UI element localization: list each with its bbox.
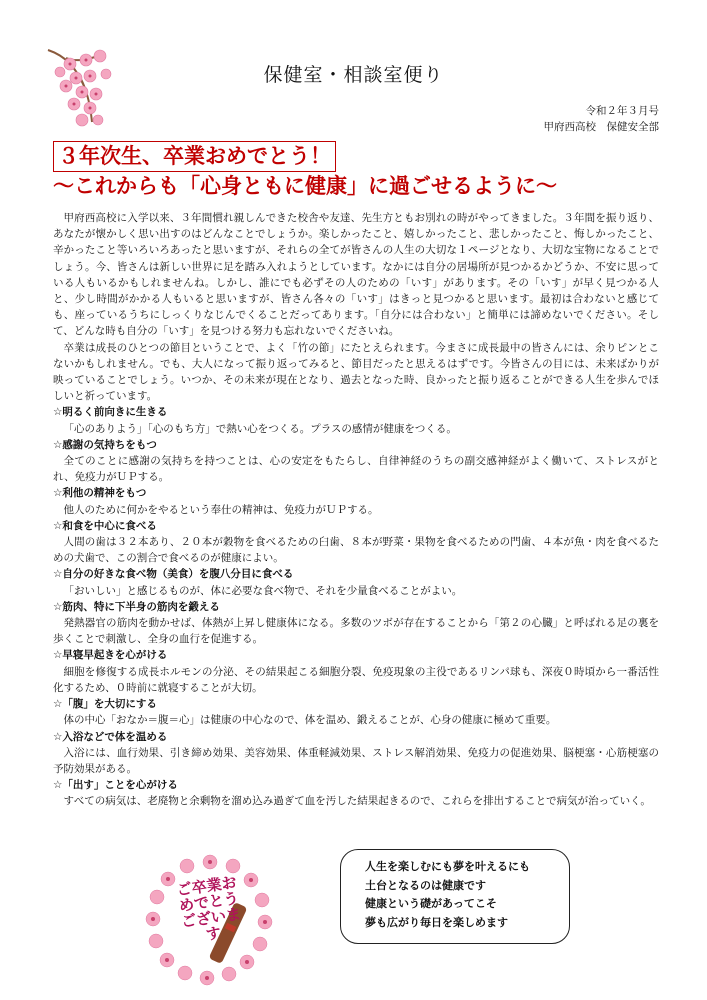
tip-heading: ☆「腹」を大切にする [53,698,157,711]
motto-line: 人生を楽しむにも夢を叶えるにも [365,860,530,873]
tip-body: 「心のありよう」「心のもち方」で熱い心をつくる。プラスの感情が健康をつくる。 [63,422,457,435]
tip-item [53,696,659,728]
tip-body: 体の中心「おなか＝腹＝心」は健康の中心なので、体を温め、鍛えることが、心身の健康に極めて重要。 [63,714,557,727]
tip-item [53,404,659,436]
issuer: 甲府西高校 保健安全部 [543,121,659,133]
tip-heading: ☆和食を中心に食べる [53,519,157,532]
issue-info [544,103,660,135]
tip-body: 細胞を修復する成長ホルモンの分泌、その結果起こる細胞分裂、免疫現象の主役であるリンパ球も、深夜０時頃から一番活性化するため、０時前に就寝することが大切。 [53,665,659,694]
tip-heading: ☆「出す」ことを心がける [53,779,178,792]
tip-body: すべての病気は、老廃物と余剰物を溜め込み過ぎて血を汚した結果起きるので、これらを排出することで病気が治っていく。 [63,795,651,808]
tip-body: 発熱器官の筋肉を動かせば、体熱が上昇し健康体になる。多数のツボが存在することから「第２の心臓」と呼ばれる足の裏を歩くことで刺激し、全身の血行を促進する。 [53,617,659,646]
tip-heading: ☆早寝早起きを心がける [53,649,168,662]
tip-item [53,518,659,567]
headline-line-1: ３年次生、卒業おめでとう！ [53,141,336,172]
tip-body: 他人のために何かをやるという奉仕の精神は、免疫力がＵＰする。 [63,503,379,516]
tip-heading: ☆感謝の気持ちをもつ [53,438,157,451]
headline [53,141,663,201]
article-body [53,210,659,810]
motto-box [340,849,570,944]
graduation-badge-text: ご卒業おめでとうございます [175,873,243,944]
tip-item [53,777,659,809]
tip-item [53,599,659,648]
tip-item [53,437,659,486]
tip-heading: ☆入浴などで体を温める [53,730,168,743]
tip-heading: ☆自分の好きな食べ物（美食）を腹八分目に食べる [53,568,294,581]
tip-heading: ☆利他の精神をもつ [53,487,147,500]
motto-line: 健康という礎があってこそ [365,897,497,910]
issue-date: 令和２年３月号 [585,105,659,117]
motto-line: 夢も広がり毎日を楽しめます [365,915,508,929]
headline-line-2: ～これからも「心身ともに健康」に過ごせるように～ [53,174,557,198]
tip-item [53,485,659,517]
tip-heading: ☆筋肉、特に下半身の筋肉を鍛える [53,600,220,613]
tip-heading: ☆明るく前向きに生きる [53,406,168,419]
tip-body: 人間の歯は３２本あり、２０本が穀物を食べるための臼歯、８本が野菜・果物を食べるための門歯、４本が魚・肉を食べるための犬歯で、この割合で食べるのが健康によい。 [53,536,659,565]
newsletter-title: 保健室・相談室便り [263,64,444,86]
tip-item [53,729,659,778]
motto-line: 土台となるのは健康です [365,878,486,892]
tip-item [53,566,659,598]
tip-item [53,647,659,696]
intro-paragraph-2: 卒業は成長のひとつの節目ということで、よく「竹の節」にたとえられます。今まさに成長最中の皆さんには、余りピンとこないかもしれません。でも、大人になって振り返ってみると、節目だったと思えるはずです。今皆さんの目には、未来ばかりが映っていることでしょう。いつか、その未来が現在となり、過去となった時、良かったと振り返ることができる人生を歩んでほしいと祈っています。 [53,341,659,403]
tip-body: 「おいしい」と感じるものが、体に必要な食べ物で、それを少量食べることがよい。 [63,584,463,597]
intro-paragraph-1: 甲府西高校に入学以来、３年間慣れ親しんできた校舎や友達、先生方ともお別れの時がやってきました。３年間を振り返り、あなたが懐かしく思い出すのはどんなことでしょうか。楽しかったこと、嬉しかったこと、悲しかったこと、悔しかったこと、辛かったこと等いろいろあったと思いますが、それらの全てが皆さんの人生の大切な１ページとなり、大切な宝物になることでしょう。今、皆さんは新しい世界に足を踏み入れようとしています。なかには自分の居場所が見つかるかどうか、不安に思っている人もいるかもしれませんね。しかし、誰にでも必ずその人のための「いす」があります。その「いす」が早く見つかる人と、少し時間がかかる人もいると思いますが、皆さん各々の「いす」はきっと見つかると思います。最初は合わないと感じても、座っているうちにしっくりなじんでくることだってあります。「自分には合わない」と簡単には諦めないでください。そして、どんな時も自分の「いす」を見つける努力も忘れないでくださいね。 [53,212,659,338]
cherry-blossom-illustration [46,46,116,132]
tip-body: 全てのことに感謝の気持ちを持つことは、心の安定をもたらし、自律神経のうちの副交感神経がよく働いて、ストレスがとれ、免疫力がＵＰする。 [53,455,659,484]
tip-body: 入浴には、血行効果、引き締め効果、美容効果、体重軽減効果、ストレス解消効果、免疫力の促進効果、脳梗塞・心筋梗塞の予防効果がある。 [53,746,659,775]
